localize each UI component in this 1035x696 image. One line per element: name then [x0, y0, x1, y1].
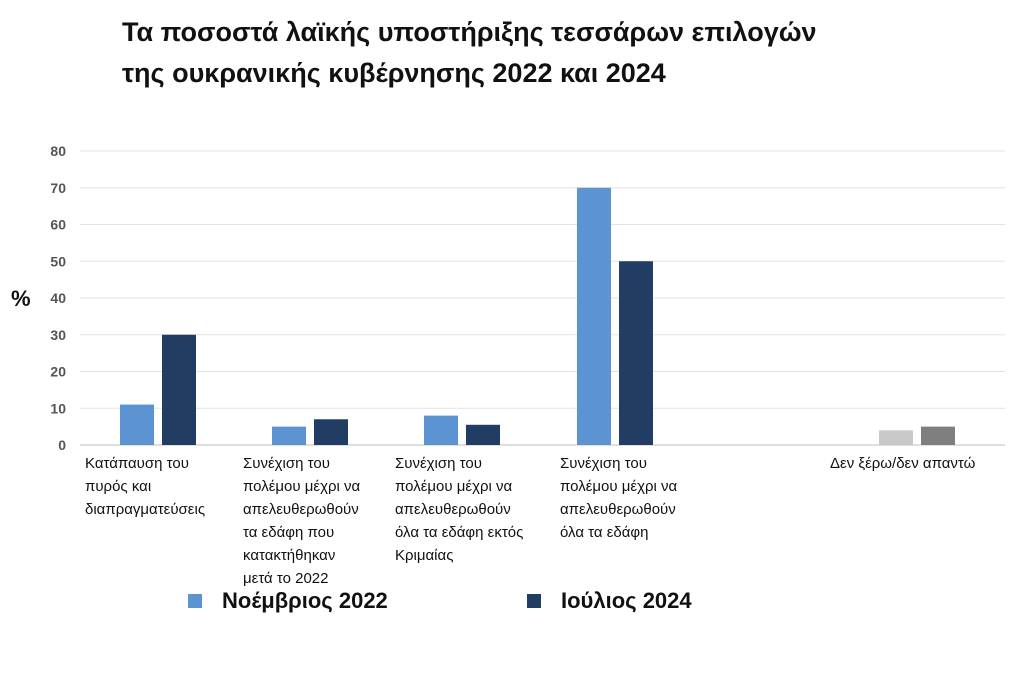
- category-label-line: πολέμου μέχρι να: [243, 478, 361, 495]
- bar-nov-2022-cat-2: [272, 427, 306, 445]
- category-label-line: Δεν ξέρω/δεν απαντώ: [830, 455, 976, 472]
- legend-item-nov-2022: [188, 588, 388, 614]
- category-label-line: όλα τα εδάφη: [560, 524, 649, 541]
- bar-nov-2022-cat-4: [577, 188, 611, 445]
- category-label-line: τα εδάφη που: [243, 524, 335, 541]
- y-tick-label: 50: [50, 253, 66, 270]
- category-label-line: απελευθερωθούν: [243, 501, 359, 518]
- y-axis-label: %: [11, 286, 31, 311]
- bar-nov-2022-cat-3: [424, 416, 458, 445]
- category-label-1: [85, 452, 235, 521]
- category-label-line: πολέμου μέχρι να: [395, 478, 513, 495]
- category-label-line: μετά το 2022: [243, 570, 329, 587]
- bar-jul-2024-cat-2: [314, 419, 348, 445]
- category-label-line: Κριμαίας: [395, 547, 454, 564]
- legend-swatch-nov-2022: [188, 594, 202, 608]
- legend-label-nov-2022: Νοέμβριος 2022: [222, 588, 388, 613]
- category-label-line: όλα τα εδάφη εκτός: [395, 524, 524, 541]
- category-label-line: Συνέχιση του: [395, 455, 482, 472]
- bar-nov-2022-cat-5: [879, 430, 913, 445]
- y-tick-label: 80: [50, 143, 66, 159]
- category-label-2: [243, 452, 393, 590]
- y-tick-label: 0: [58, 437, 66, 453]
- category-label-line: διαπραγματεύσεις: [85, 501, 206, 518]
- category-label-line: πολέμου μέχρι να: [560, 478, 678, 495]
- category-label-line: Συνέχιση του: [560, 455, 647, 472]
- y-tick-label: 20: [50, 363, 66, 380]
- bar-jul-2024-cat-4: [619, 261, 653, 445]
- category-label-line: απελευθερωθούν: [560, 501, 676, 518]
- y-tick-label: 60: [50, 216, 66, 233]
- bar-jul-2024-cat-1: [162, 335, 196, 445]
- category-label-5: [830, 452, 1030, 475]
- y-tick-label: 30: [50, 326, 66, 343]
- legend-swatch-jul-2024: [527, 594, 541, 608]
- chart-title-line-2: της ουκρανικής κυβέρνησης 2022 και 2024: [122, 58, 666, 88]
- category-label-3: [395, 452, 555, 567]
- category-label-line: Κατάπαυση του: [85, 455, 189, 472]
- category-label-line: κατακτήθηκαν: [243, 547, 336, 564]
- bar-nov-2022-cat-1: [120, 405, 154, 445]
- chart-title-line-1: Τα ποσοστά λαϊκής υποστήριξης τεσσάρων επιλογών: [122, 17, 817, 47]
- legend-item-jul-2024: [527, 588, 692, 614]
- y-tick-label: 10: [50, 400, 66, 417]
- category-label-line: πυρός και: [85, 478, 152, 495]
- category-label-line: Συνέχιση του: [243, 455, 330, 472]
- bar-jul-2024-cat-3: [466, 425, 500, 445]
- category-label-4: [560, 452, 715, 544]
- legend-label-jul-2024: Ιούλιος 2024: [561, 588, 692, 613]
- y-tick-label: 70: [50, 179, 66, 196]
- category-label-line: απελευθερωθούν: [395, 501, 511, 518]
- bar-jul-2024-cat-5: [921, 427, 955, 445]
- y-tick-label: 40: [50, 290, 66, 306]
